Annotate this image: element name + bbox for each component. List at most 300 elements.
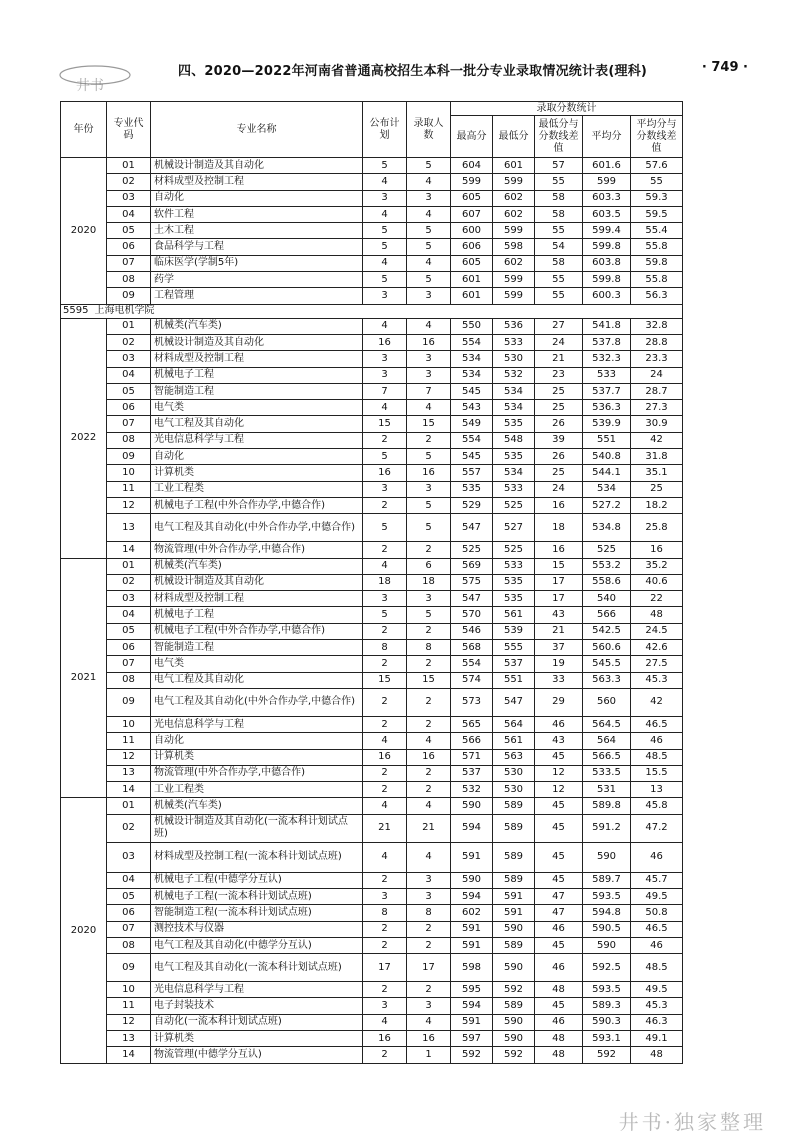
min-score-cell: 533	[493, 334, 535, 350]
min-score-cell: 535	[493, 591, 535, 607]
admitted-cell: 4	[407, 174, 451, 190]
max-score-cell: 537	[451, 765, 493, 781]
plan-cell: 3	[363, 481, 407, 497]
avg-score-cell: 589.8	[583, 798, 631, 814]
min-score-cell: 590	[493, 1031, 535, 1047]
min-score-cell: 592	[493, 1047, 535, 1063]
year-cell: 2020	[61, 798, 107, 1063]
college-name: 上海电机学院	[94, 305, 155, 317]
avg-diff-cell: 13	[631, 782, 683, 798]
table-row	[61, 623, 683, 639]
plan-cell: 18	[363, 574, 407, 590]
min-score-cell: 530	[493, 782, 535, 798]
code-cell: 02	[107, 174, 151, 190]
plan-cell: 2	[363, 656, 407, 672]
table-row	[61, 239, 683, 255]
table-row	[61, 921, 683, 937]
plan-cell: 4	[363, 733, 407, 749]
table-row	[61, 334, 683, 350]
max-score-cell: 606	[451, 239, 493, 255]
plan-cell: 4	[363, 558, 407, 574]
min-score-cell: 534	[493, 465, 535, 481]
min-score-cell: 535	[493, 574, 535, 590]
table-row	[61, 905, 683, 921]
min-diff-cell: 15	[535, 558, 583, 574]
major-name-cell: 自动化(一流本科计划试点班)	[151, 1014, 363, 1030]
col-avg-header: 平均分	[583, 116, 631, 158]
table-row	[61, 1031, 683, 1047]
admitted-cell: 18	[407, 574, 451, 590]
table-row	[61, 782, 683, 798]
table-row	[61, 656, 683, 672]
plan-cell: 4	[363, 255, 407, 271]
plan-cell: 2	[363, 1047, 407, 1063]
avg-score-cell: 564.5	[583, 716, 631, 732]
min-diff-cell: 26	[535, 449, 583, 465]
admitted-cell: 5	[407, 158, 451, 174]
min-score-cell: 589	[493, 998, 535, 1014]
max-score-cell: 571	[451, 749, 493, 765]
avg-score-cell: 563.3	[583, 672, 631, 688]
min-diff-cell: 45	[535, 872, 583, 888]
plan-cell: 2	[363, 982, 407, 998]
plan-cell: 2	[363, 688, 407, 716]
table-row	[61, 842, 683, 872]
code-cell: 13	[107, 765, 151, 781]
plan-cell: 2	[363, 716, 407, 732]
table-row	[61, 367, 683, 383]
year-cell: 2021	[61, 558, 107, 798]
avg-diff-cell: 49.5	[631, 982, 683, 998]
major-name-cell: 机械设计制造及其自动化	[151, 158, 363, 174]
min-diff-cell: 57	[535, 158, 583, 174]
min-diff-cell: 43	[535, 733, 583, 749]
plan-cell: 2	[363, 765, 407, 781]
min-score-cell: 602	[493, 206, 535, 222]
max-score-cell: 607	[451, 206, 493, 222]
code-cell: 01	[107, 798, 151, 814]
plan-cell: 2	[363, 623, 407, 639]
code-cell: 04	[107, 206, 151, 222]
avg-score-cell: 533	[583, 367, 631, 383]
avg-diff-cell: 42	[631, 432, 683, 448]
admitted-cell: 5	[407, 514, 451, 542]
avg-diff-cell: 48	[631, 607, 683, 623]
min-diff-cell: 24	[535, 481, 583, 497]
avg-score-cell: 599	[583, 174, 631, 190]
avg-score-cell: 564	[583, 733, 631, 749]
plan-cell: 3	[363, 888, 407, 904]
major-name-cell: 土木工程	[151, 223, 363, 239]
avg-score-cell: 600.3	[583, 288, 631, 304]
admitted-cell: 4	[407, 206, 451, 222]
plan-cell: 2	[363, 432, 407, 448]
admitted-cell: 17	[407, 954, 451, 982]
major-name-cell: 机械设计制造及其自动化	[151, 574, 363, 590]
major-name-cell: 自动化	[151, 190, 363, 206]
table-row	[61, 174, 683, 190]
min-diff-cell: 45	[535, 814, 583, 842]
col-plan-header: 公布计划	[363, 102, 407, 158]
avg-diff-cell: 59.8	[631, 255, 683, 271]
max-score-cell: 545	[451, 383, 493, 399]
min-score-cell: 590	[493, 921, 535, 937]
major-name-cell: 材料成型及控制工程	[151, 351, 363, 367]
max-score-cell: 597	[451, 1031, 493, 1047]
code-cell: 03	[107, 351, 151, 367]
max-score-cell: 546	[451, 623, 493, 639]
major-name-cell: 自动化	[151, 449, 363, 465]
college-code: 5595	[63, 305, 89, 317]
admitted-cell: 2	[407, 623, 451, 639]
min-score-cell: 533	[493, 558, 535, 574]
avg-diff-cell: 16	[631, 542, 683, 558]
major-name-cell: 智能制造工程	[151, 640, 363, 656]
watermark: 井书·独家整理	[618, 1110, 766, 1134]
avg-score-cell: 603.3	[583, 190, 631, 206]
plan-cell: 5	[363, 223, 407, 239]
avg-diff-cell: 25	[631, 481, 683, 497]
major-name-cell: 机械类(汽车类)	[151, 558, 363, 574]
avg-diff-cell: 32.8	[631, 318, 683, 334]
major-name-cell: 电气工程及其自动化(中德学分互认)	[151, 937, 363, 953]
code-cell: 03	[107, 190, 151, 206]
min-score-cell: 555	[493, 640, 535, 656]
admitted-cell: 3	[407, 481, 451, 497]
major-name-cell: 药学	[151, 272, 363, 288]
min-score-cell: 591	[493, 905, 535, 921]
code-cell: 12	[107, 497, 151, 513]
table-row	[61, 432, 683, 448]
min-score-cell: 564	[493, 716, 535, 732]
code-cell: 06	[107, 905, 151, 921]
avg-diff-cell: 30.9	[631, 416, 683, 432]
code-cell: 09	[107, 449, 151, 465]
avg-score-cell: 537.7	[583, 383, 631, 399]
table-row	[61, 982, 683, 998]
min-diff-cell: 54	[535, 239, 583, 255]
max-score-cell: 575	[451, 574, 493, 590]
year-cell: 2020	[61, 158, 107, 305]
major-name-cell: 测控技术与仪器	[151, 921, 363, 937]
plan-cell: 3	[363, 190, 407, 206]
col-min-diff-header: 最低分与分数线差值	[535, 116, 583, 158]
table-row	[61, 607, 683, 623]
major-name-cell: 机械类(汽车类)	[151, 318, 363, 334]
max-score-cell: 604	[451, 158, 493, 174]
admitted-cell: 4	[407, 318, 451, 334]
table-row	[61, 255, 683, 271]
min-score-cell: 533	[493, 481, 535, 497]
code-cell: 04	[107, 367, 151, 383]
table-row	[61, 318, 683, 334]
min-diff-cell: 46	[535, 954, 583, 982]
major-name-cell: 材料成型及控制工程	[151, 174, 363, 190]
plan-cell: 15	[363, 672, 407, 688]
min-diff-cell: 55	[535, 272, 583, 288]
admitted-cell: 7	[407, 383, 451, 399]
table-row	[61, 749, 683, 765]
min-diff-cell: 45	[535, 937, 583, 953]
max-score-cell: 547	[451, 514, 493, 542]
avg-score-cell: 590.3	[583, 1014, 631, 1030]
admitted-cell: 4	[407, 798, 451, 814]
admitted-cell: 4	[407, 842, 451, 872]
plan-cell: 4	[363, 174, 407, 190]
avg-diff-cell: 24.5	[631, 623, 683, 639]
max-score-cell: 590	[451, 872, 493, 888]
avg-score-cell: 558.6	[583, 574, 631, 590]
avg-diff-cell: 45.3	[631, 998, 683, 1014]
table-row	[61, 574, 683, 590]
plan-cell: 5	[363, 514, 407, 542]
admitted-cell: 16	[407, 749, 451, 765]
min-score-cell: 563	[493, 749, 535, 765]
plan-cell: 2	[363, 782, 407, 798]
table-row	[61, 672, 683, 688]
avg-diff-cell: 35.2	[631, 558, 683, 574]
avg-diff-cell: 46.5	[631, 716, 683, 732]
code-cell: 01	[107, 558, 151, 574]
max-score-cell: 532	[451, 782, 493, 798]
min-score-cell: 525	[493, 497, 535, 513]
max-score-cell: 543	[451, 400, 493, 416]
college-row	[61, 304, 683, 318]
admitted-cell: 5	[407, 607, 451, 623]
code-cell: 08	[107, 432, 151, 448]
admission-table	[60, 101, 683, 1064]
plan-cell: 2	[363, 921, 407, 937]
table-row	[61, 954, 683, 982]
code-cell: 11	[107, 998, 151, 1014]
min-score-cell: 589	[493, 872, 535, 888]
plan-cell: 16	[363, 334, 407, 350]
code-cell: 10	[107, 716, 151, 732]
table-row	[61, 288, 683, 304]
table-row	[61, 1014, 683, 1030]
table-row	[61, 998, 683, 1014]
plan-cell: 8	[363, 905, 407, 921]
avg-diff-cell: 15.5	[631, 765, 683, 781]
major-name-cell: 电气工程及其自动化(中外合作办学,中德合作)	[151, 514, 363, 542]
min-diff-cell: 46	[535, 1014, 583, 1030]
avg-diff-cell: 25.8	[631, 514, 683, 542]
max-score-cell: 601	[451, 288, 493, 304]
min-score-cell: 530	[493, 351, 535, 367]
code-cell: 05	[107, 888, 151, 904]
max-score-cell: 529	[451, 497, 493, 513]
major-name-cell: 机械类(汽车类)	[151, 798, 363, 814]
plan-cell: 3	[363, 367, 407, 383]
plan-cell: 5	[363, 272, 407, 288]
admitted-cell: 2	[407, 716, 451, 732]
major-name-cell: 物流管理(中德学分互认)	[151, 1047, 363, 1063]
code-cell: 12	[107, 1014, 151, 1030]
avg-score-cell: 566	[583, 607, 631, 623]
major-name-cell: 自动化	[151, 733, 363, 749]
avg-diff-cell: 40.6	[631, 574, 683, 590]
avg-score-cell: 589.7	[583, 872, 631, 888]
min-score-cell: 561	[493, 733, 535, 749]
avg-diff-cell: 48	[631, 1047, 683, 1063]
plan-cell: 3	[363, 591, 407, 607]
avg-diff-cell: 42.6	[631, 640, 683, 656]
avg-diff-cell: 35.1	[631, 465, 683, 481]
plan-cell: 15	[363, 416, 407, 432]
avg-score-cell: 560.6	[583, 640, 631, 656]
major-name-cell: 工业工程类	[151, 481, 363, 497]
max-score-cell: 591	[451, 937, 493, 953]
table-row	[61, 937, 683, 953]
min-diff-cell: 58	[535, 255, 583, 271]
admitted-cell: 3	[407, 998, 451, 1014]
avg-score-cell: 544.1	[583, 465, 631, 481]
avg-diff-cell: 22	[631, 591, 683, 607]
max-score-cell: 554	[451, 656, 493, 672]
code-cell: 07	[107, 656, 151, 672]
max-score-cell: 605	[451, 190, 493, 206]
plan-cell: 4	[363, 1014, 407, 1030]
avg-score-cell: 603.5	[583, 206, 631, 222]
code-cell: 04	[107, 872, 151, 888]
avg-diff-cell: 27.3	[631, 400, 683, 416]
year-cell: 2022	[61, 318, 107, 558]
avg-diff-cell: 23.3	[631, 351, 683, 367]
major-name-cell: 机械电子工程	[151, 607, 363, 623]
max-score-cell: 568	[451, 640, 493, 656]
avg-diff-cell: 50.8	[631, 905, 683, 921]
col-min-header: 最低分	[493, 116, 535, 158]
major-name-cell: 临床医学(学制5年)	[151, 255, 363, 271]
min-diff-cell: 46	[535, 921, 583, 937]
min-diff-cell: 21	[535, 623, 583, 639]
plan-cell: 21	[363, 814, 407, 842]
avg-diff-cell: 47.2	[631, 814, 683, 842]
major-name-cell: 机械设计制造及其自动化(一流本科计划试点班)	[151, 814, 363, 842]
major-name-cell: 电子封装技术	[151, 998, 363, 1014]
min-score-cell: 590	[493, 1014, 535, 1030]
avg-diff-cell: 49.5	[631, 888, 683, 904]
admitted-cell: 2	[407, 656, 451, 672]
admitted-cell: 16	[407, 465, 451, 481]
major-name-cell: 机械电子工程(一流本科计划试点班)	[151, 888, 363, 904]
major-name-cell: 电气工程及其自动化(一流本科计划试点班)	[151, 954, 363, 982]
admitted-cell: 4	[407, 400, 451, 416]
min-score-cell: 536	[493, 318, 535, 334]
admitted-cell: 5	[407, 223, 451, 239]
avg-diff-cell: 46.5	[631, 921, 683, 937]
avg-score-cell: 533.5	[583, 765, 631, 781]
admitted-cell: 3	[407, 591, 451, 607]
min-diff-cell: 16	[535, 497, 583, 513]
major-name-cell: 电气类	[151, 656, 363, 672]
table-row	[61, 716, 683, 732]
min-diff-cell: 29	[535, 688, 583, 716]
avg-score-cell: 545.5	[583, 656, 631, 672]
plan-cell: 5	[363, 449, 407, 465]
max-score-cell: 525	[451, 542, 493, 558]
code-cell: 01	[107, 318, 151, 334]
min-diff-cell: 48	[535, 1047, 583, 1063]
avg-score-cell: 603.8	[583, 255, 631, 271]
max-score-cell: 557	[451, 465, 493, 481]
avg-diff-cell: 59.5	[631, 206, 683, 222]
plan-cell: 5	[363, 239, 407, 255]
avg-score-cell: 593.5	[583, 982, 631, 998]
avg-score-cell: 590	[583, 937, 631, 953]
table-row	[61, 765, 683, 781]
admitted-cell: 2	[407, 765, 451, 781]
avg-score-cell: 541.8	[583, 318, 631, 334]
max-score-cell: 594	[451, 814, 493, 842]
table-row	[61, 416, 683, 432]
admitted-cell: 16	[407, 334, 451, 350]
plan-cell: 4	[363, 206, 407, 222]
table-row	[61, 542, 683, 558]
avg-score-cell: 525	[583, 542, 631, 558]
avg-score-cell: 594.8	[583, 905, 631, 921]
admitted-cell: 1	[407, 1047, 451, 1063]
avg-diff-cell: 18.2	[631, 497, 683, 513]
max-score-cell: 569	[451, 558, 493, 574]
avg-diff-cell: 31.8	[631, 449, 683, 465]
plan-cell: 7	[363, 383, 407, 399]
min-score-cell: 535	[493, 416, 535, 432]
min-score-cell: 534	[493, 400, 535, 416]
avg-score-cell: 551	[583, 432, 631, 448]
major-name-cell: 机械电子工程	[151, 367, 363, 383]
table-row	[61, 223, 683, 239]
avg-score-cell: 566.5	[583, 749, 631, 765]
major-name-cell: 电气工程及其自动化	[151, 672, 363, 688]
min-score-cell: 548	[493, 432, 535, 448]
code-cell: 06	[107, 640, 151, 656]
plan-cell: 4	[363, 842, 407, 872]
major-name-cell: 软件工程	[151, 206, 363, 222]
plan-cell: 5	[363, 158, 407, 174]
min-diff-cell: 18	[535, 514, 583, 542]
admitted-cell: 5	[407, 497, 451, 513]
min-score-cell: 534	[493, 383, 535, 399]
major-name-cell: 计算机类	[151, 465, 363, 481]
plan-cell: 4	[363, 400, 407, 416]
min-diff-cell: 45	[535, 798, 583, 814]
admitted-cell: 16	[407, 1031, 451, 1047]
min-score-cell: 592	[493, 982, 535, 998]
avg-score-cell: 536.3	[583, 400, 631, 416]
table-row	[61, 272, 683, 288]
min-score-cell: 537	[493, 656, 535, 672]
max-score-cell: 545	[451, 449, 493, 465]
admitted-cell: 5	[407, 272, 451, 288]
avg-score-cell: 590.5	[583, 921, 631, 937]
max-score-cell: 592	[451, 1047, 493, 1063]
code-cell: 08	[107, 672, 151, 688]
table-row	[61, 481, 683, 497]
avg-score-cell: 540	[583, 591, 631, 607]
min-score-cell: 602	[493, 255, 535, 271]
min-diff-cell: 58	[535, 206, 583, 222]
admitted-cell: 21	[407, 814, 451, 842]
plan-cell: 16	[363, 749, 407, 765]
code-cell: 07	[107, 416, 151, 432]
max-score-cell: 594	[451, 888, 493, 904]
min-score-cell: 601	[493, 158, 535, 174]
code-cell: 11	[107, 481, 151, 497]
avg-score-cell: 592	[583, 1047, 631, 1063]
major-name-cell: 机械电子工程(中德学分互认)	[151, 872, 363, 888]
min-diff-cell: 47	[535, 888, 583, 904]
